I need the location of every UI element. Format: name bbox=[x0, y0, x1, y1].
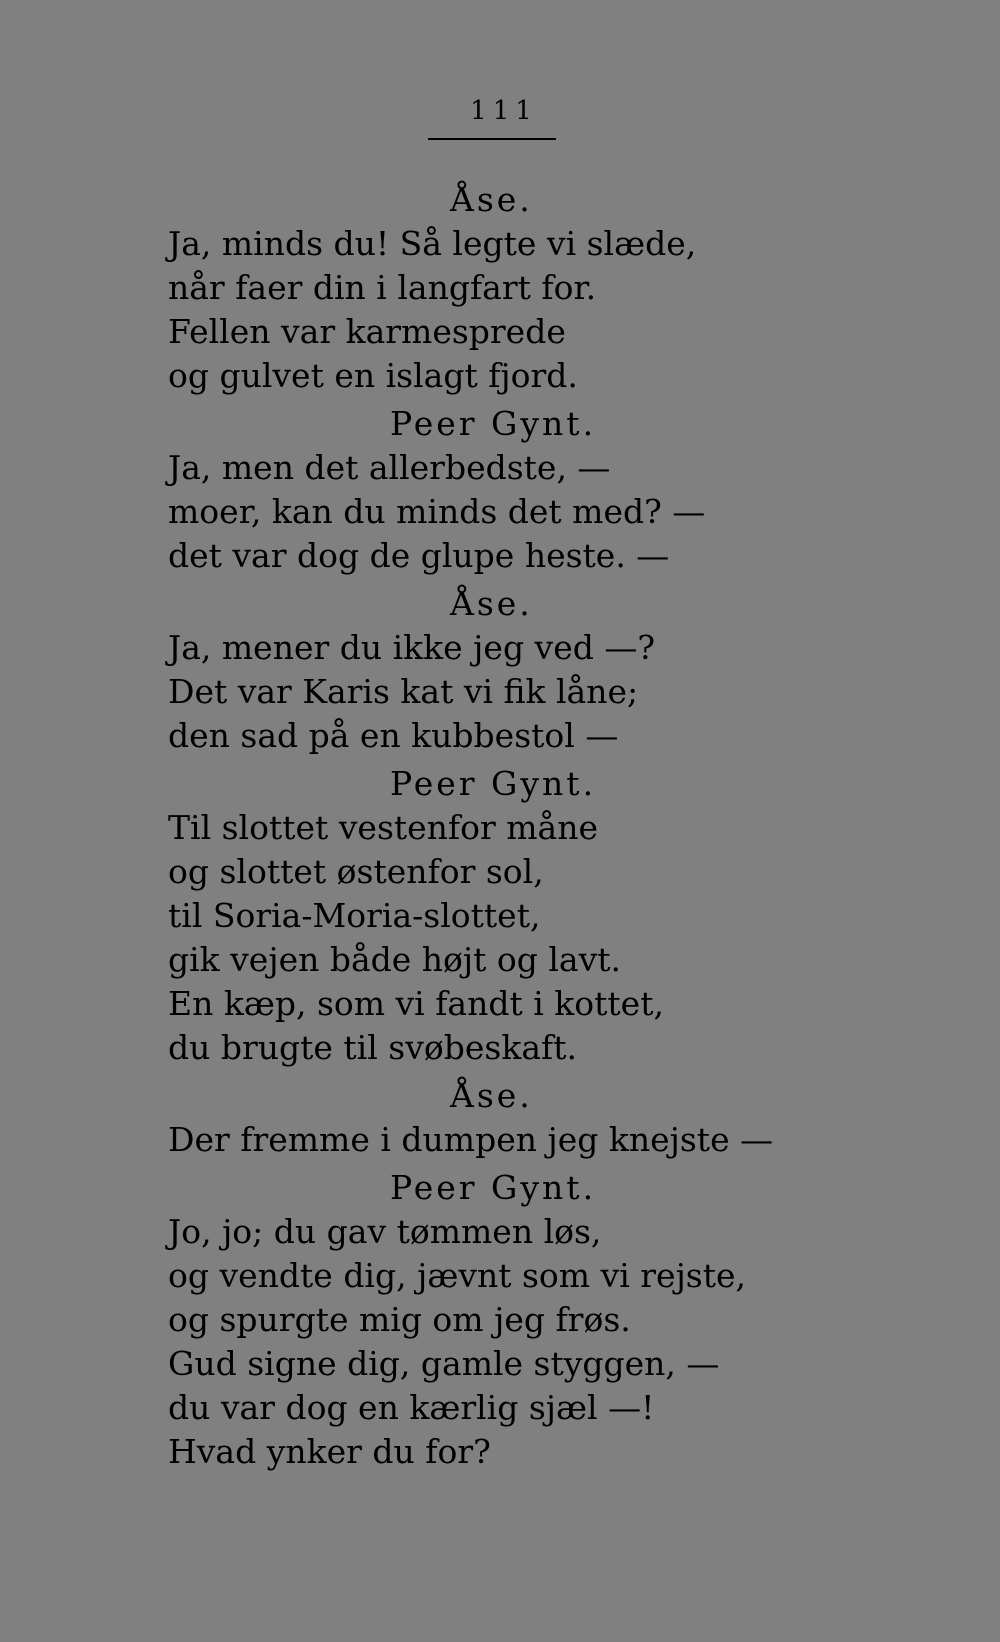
verse-line: du var dog en kærlig sjæl —! bbox=[168, 1388, 655, 1427]
verse-line: den sad på en kubbestol — bbox=[168, 716, 619, 755]
verse-line: du brugte til svøbeskaft. bbox=[168, 1028, 577, 1067]
speaker-name: Åse. bbox=[450, 180, 533, 219]
speaker-name: Peer Gynt. bbox=[390, 1168, 597, 1207]
verse-line: Jo, jo; du gav tømmen løs, bbox=[168, 1212, 602, 1251]
verse-line: Til slottet vestenfor måne bbox=[168, 808, 599, 847]
verse-line: når faer din i langfart for. bbox=[168, 268, 597, 307]
verse-line: gik vejen både højt og lavt. bbox=[168, 940, 621, 979]
verse-line: En kæp, som vi fandt i kottet, bbox=[168, 984, 664, 1023]
page-number: 111 bbox=[470, 96, 538, 126]
verse-line: det var dog de glupe heste. — bbox=[168, 536, 670, 575]
verse-line: Fellen var karmesprede bbox=[168, 312, 566, 351]
verse-line: Hvad ynker du for? bbox=[168, 1432, 491, 1471]
header-rule bbox=[428, 138, 556, 140]
verse-line: Det var Karis kat vi fik låne; bbox=[168, 672, 639, 711]
verse-line: moer, kan du minds det med? — bbox=[168, 492, 706, 531]
speaker-name: Peer Gynt. bbox=[390, 404, 597, 443]
verse-text bbox=[168, 178, 968, 1474]
speaker-name: Åse. bbox=[450, 1076, 533, 1115]
verse-line: Der fremme i dumpen jeg knejste — bbox=[168, 1120, 774, 1159]
speaker-name: Peer Gynt. bbox=[390, 764, 597, 803]
verse-line: Ja, men det allerbedste, — bbox=[168, 448, 611, 487]
verse-line: til Soria-Moria-slottet, bbox=[168, 896, 541, 935]
verse-line: Gud signe dig, gamle styggen, — bbox=[168, 1344, 720, 1383]
verse-line: og vendte dig, jævnt som vi rejste, bbox=[168, 1256, 747, 1295]
verse-line: og spurgte mig om jeg frøs. bbox=[168, 1300, 631, 1339]
verse-line: og slottet østenfor sol, bbox=[168, 852, 544, 891]
verse-line: og gulvet en islagt fjord. bbox=[168, 356, 578, 395]
speaker-name: Åse. bbox=[450, 584, 533, 623]
verse-line: Ja, minds du! Så legte vi slæde, bbox=[168, 224, 697, 263]
verse-line: Ja, mener du ikke jeg ved —? bbox=[168, 628, 656, 667]
